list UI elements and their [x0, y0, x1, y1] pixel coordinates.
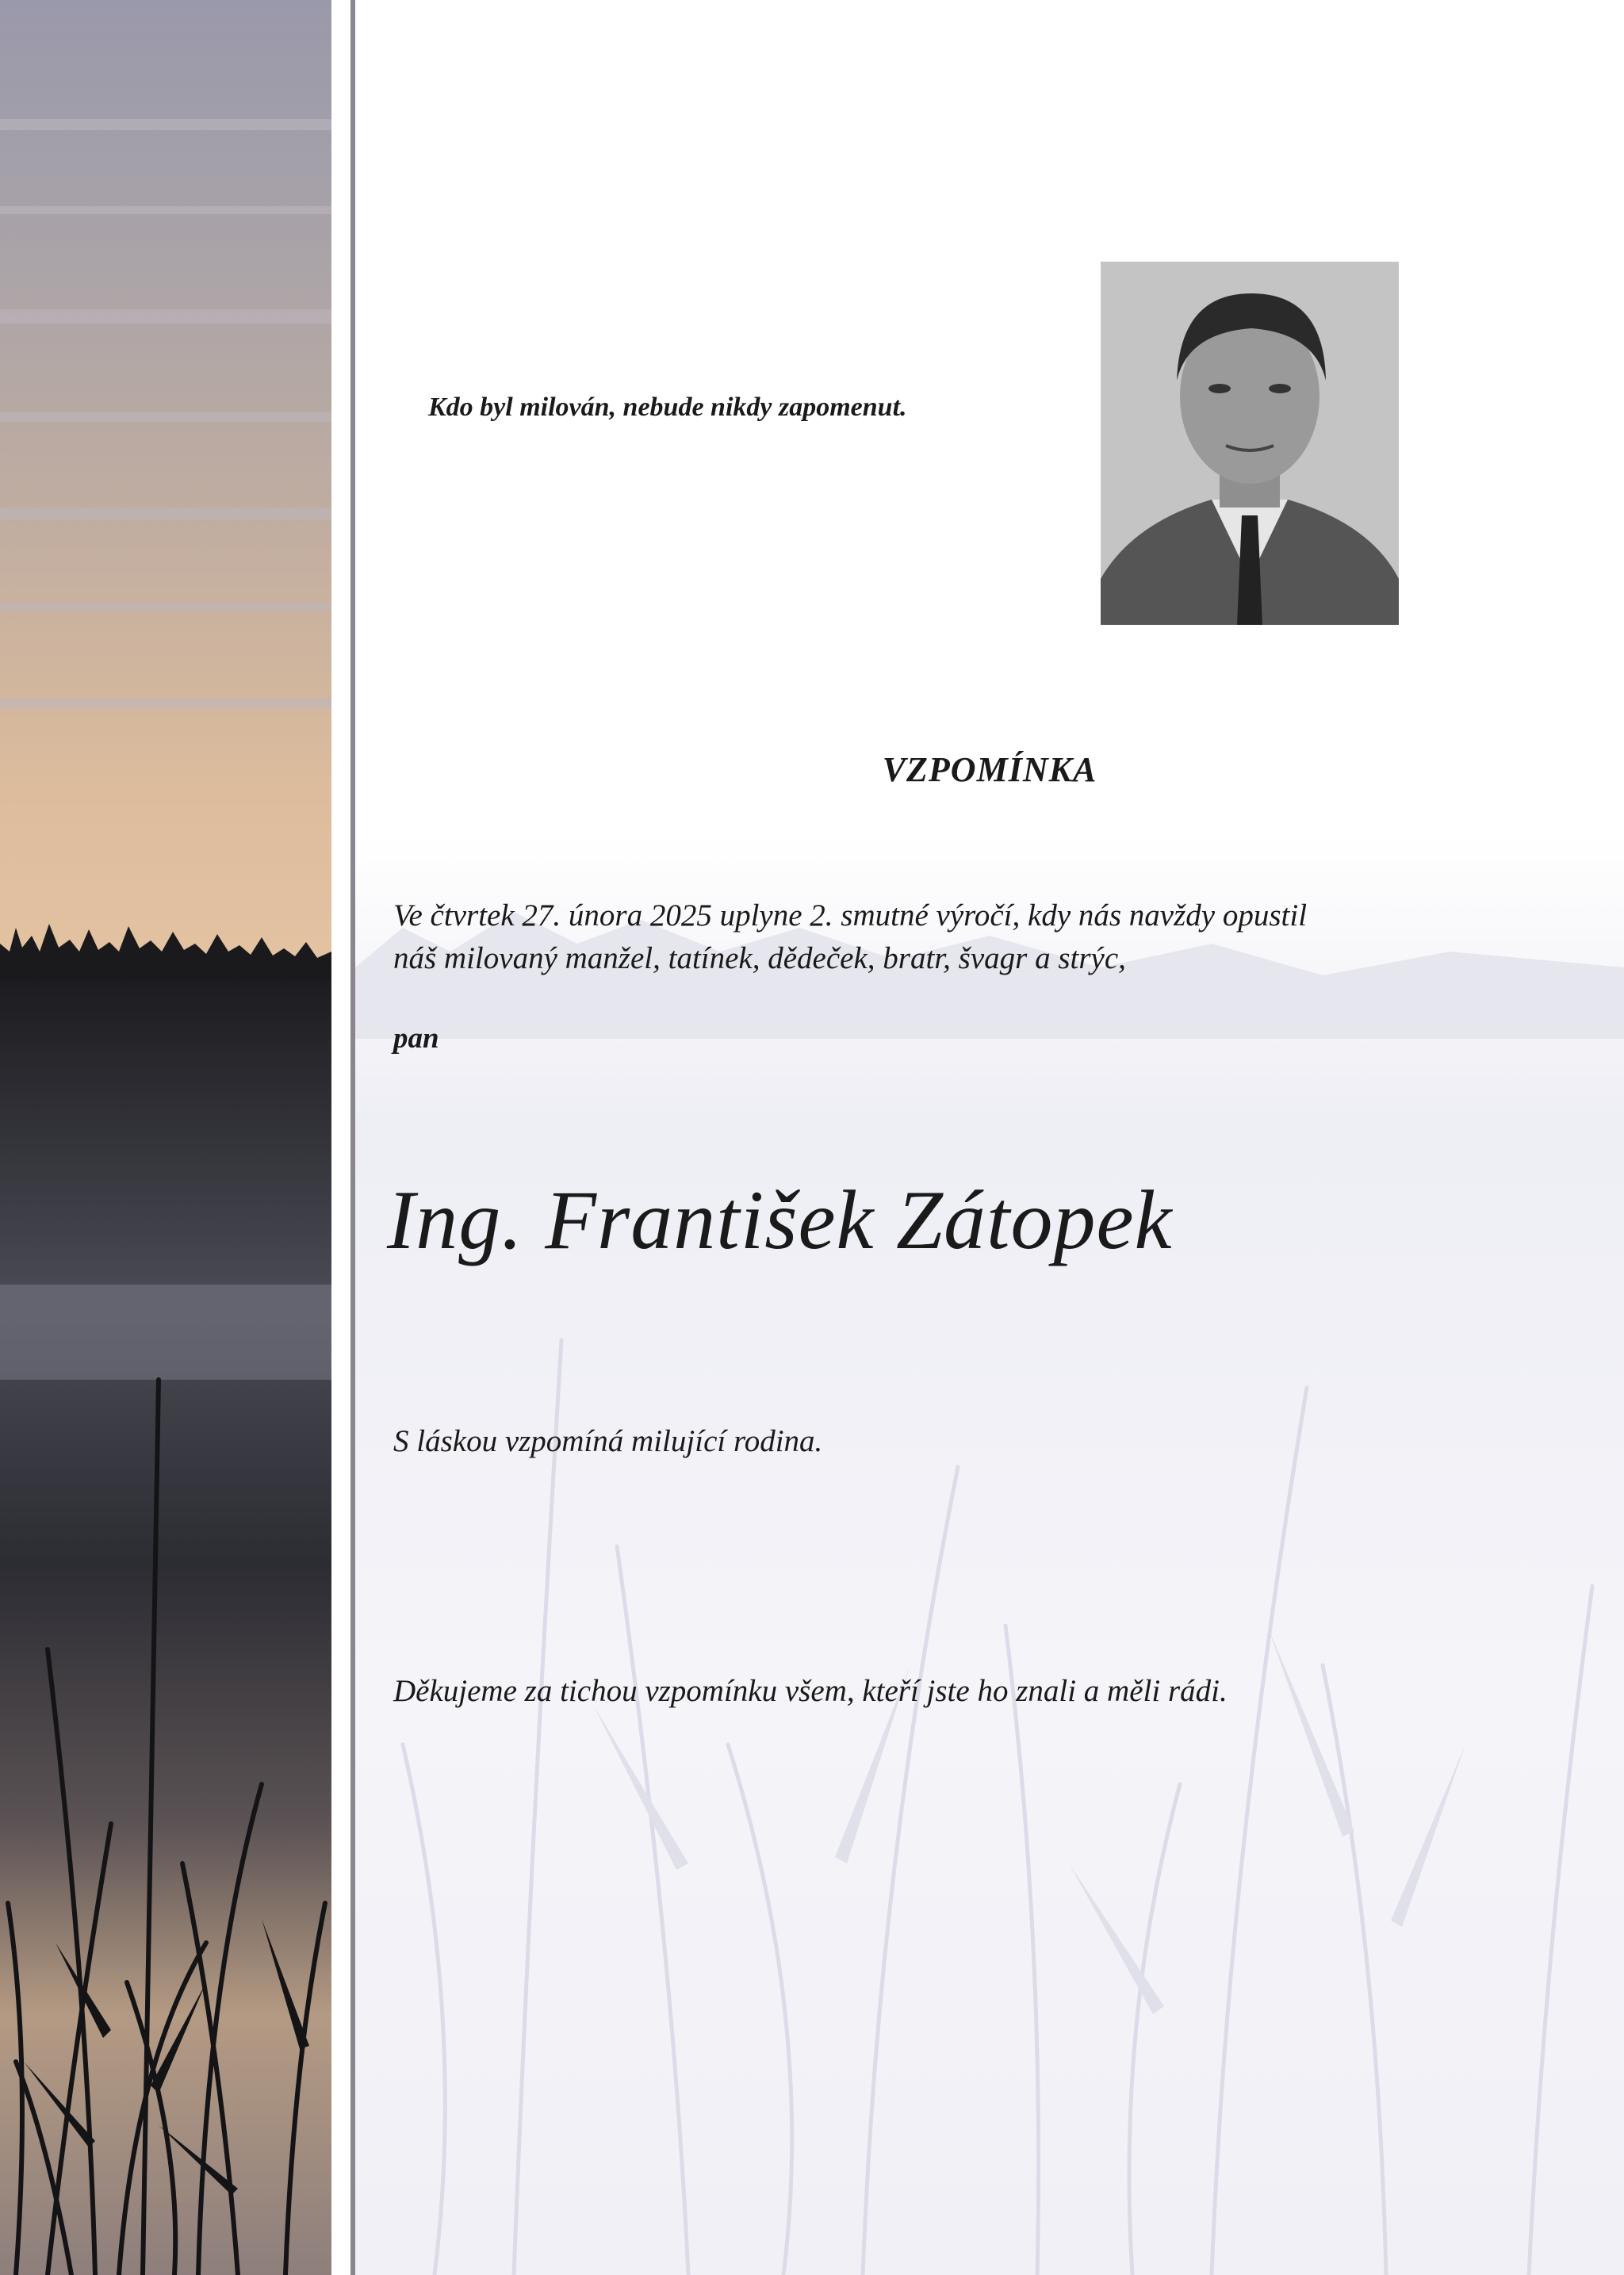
- faded-reeds-background: [355, 833, 1624, 2275]
- lake-sunset-photo: [0, 0, 331, 2275]
- announcement-line-1: Ve čtvrtek 27. února 2025 uplyne 2. smutné výročí, kdy nás navždy opustil: [393, 898, 1308, 933]
- thanks-line: Děkujeme za tichou vzpomínku všem, kteří jste ho znali a měli rádi.: [393, 1674, 1228, 1708]
- announcement-text: [393, 894, 1503, 980]
- heading: VZPOMÍNKA: [882, 750, 1097, 789]
- portrait-photo: [1101, 262, 1399, 625]
- motto: Kdo byl milován, nebude nikdy zapomenut.: [428, 393, 907, 422]
- white-divider: [341, 0, 349, 2275]
- title-word: pan: [393, 1022, 439, 1055]
- deceased-name: Ing. František Zátopek: [387, 1174, 1173, 1266]
- family-line: S láskou vzpomíná milující rodina.: [393, 1424, 823, 1458]
- announcement-line-2: náš milovaný manžel, tatínek, dědeček, bratr, švagr a strýc,: [393, 941, 1126, 975]
